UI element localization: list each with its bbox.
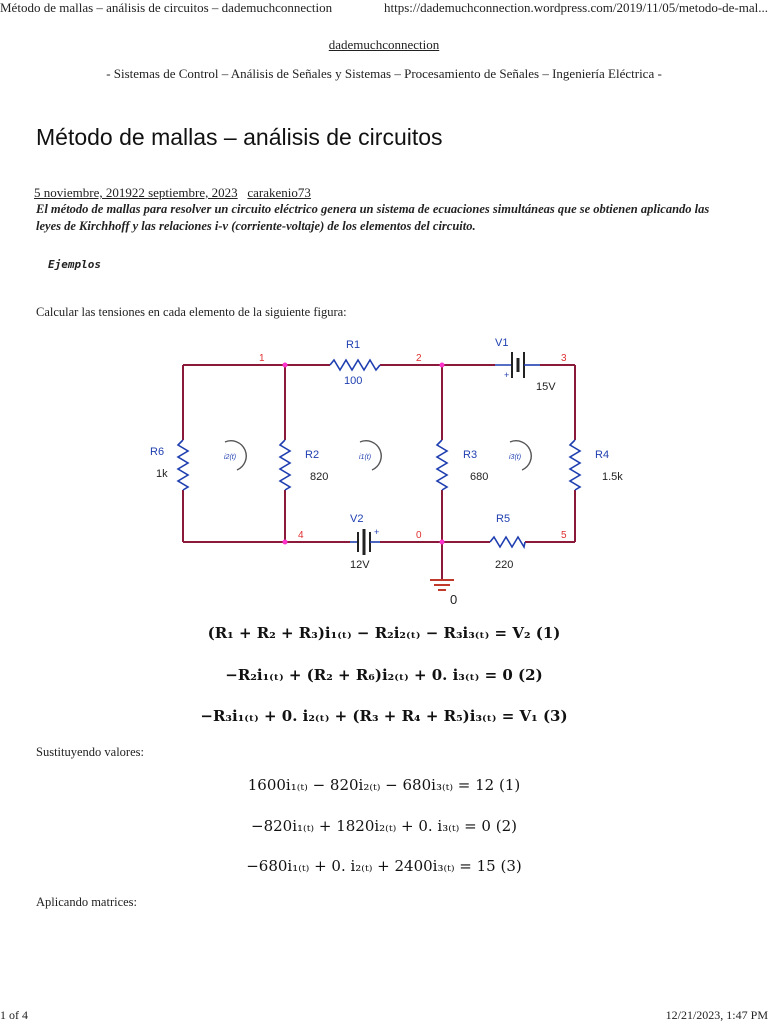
node-2-label: 2 xyxy=(416,353,422,364)
calc-paragraph: Calcular las tensiones en cada elemento de la siguiente figura: xyxy=(36,305,347,319)
v1-value: 15V xyxy=(536,381,556,393)
site-title-link[interactable]: dademuchconnection xyxy=(328,37,440,52)
v2-label: V2 xyxy=(350,513,364,525)
r6-symbol xyxy=(178,440,188,490)
r3-symbol xyxy=(437,440,447,490)
circuit-wires xyxy=(183,365,575,580)
r3-value: 680 xyxy=(470,471,489,483)
ground-icon xyxy=(430,580,454,590)
r1-symbol xyxy=(330,360,380,370)
post-meta xyxy=(34,185,311,201)
v2-battery-symbol xyxy=(350,527,380,555)
r1-value: 100 xyxy=(344,375,363,387)
r4-label: R4 xyxy=(595,449,610,461)
print-header-title: Método de mallas – análisis de circuitos – dademuchconnection xyxy=(0,0,333,15)
mesh-i1-label: i1(t) xyxy=(359,454,372,461)
print-footer-page: 1 of 4 xyxy=(0,1008,28,1022)
r4-symbol xyxy=(570,440,580,490)
r2-label: R2 xyxy=(305,449,320,461)
node-3-label: 3 xyxy=(561,353,567,364)
equation-3: −R₃i₁₍ₜ₎ + 0. i₂₍ₜ₎ + (R₃ + R₄ + R₅)i₃₍ₜ₎ = V₁ (3) xyxy=(200,707,568,725)
ground-label: 0 xyxy=(450,592,458,607)
circuit-diagram xyxy=(140,330,630,610)
aplicando-paragraph: Aplicando matrices: xyxy=(36,895,138,909)
mesh-i2-label: i2(t) xyxy=(224,454,237,461)
v1-battery-symbol xyxy=(495,352,540,380)
post-intro: El método de mallas para resolver un circuito eléctrico genera un sistema de ecuaciones simultáneas que se obtienen aplicando las leyes de Kirchhoff y las relaciones i-v (corriente-voltaje) de los elementos del circuito. xyxy=(36,202,710,233)
r5-label: R5 xyxy=(496,513,511,525)
post-title: Método de mallas – análisis de circuitos xyxy=(36,124,443,150)
substituted-equation-3: −680i₁₍ₜ₎ + 0. i₂₍ₜ₎ + 2400i₃₍ₜ₎ = 15 (3) xyxy=(246,857,522,875)
node-labels xyxy=(259,353,567,541)
equation-2: −R₂i₁₍ₜ₎ + (R₂ + R₆)i₂₍ₜ₎ + 0. i₃₍ₜ₎ = 0 (2) xyxy=(225,666,543,684)
sustituyendo-paragraph: Sustituyendo valores: xyxy=(36,745,144,759)
substituted-equation-2: −820i₁₍ₜ₎ + 1820i₂₍ₜ₎ + 0. i₃₍ₜ₎ = 0 (2) xyxy=(251,817,517,835)
post-date-link[interactable]: 5 noviembre, 201922 septiembre, 2023 xyxy=(34,185,238,200)
mesh-arrows xyxy=(225,441,531,470)
node-1-label: 1 xyxy=(259,353,265,364)
r6-value: 1k xyxy=(156,468,168,480)
mesh-i3-label: i3(t) xyxy=(509,454,522,461)
component-labels xyxy=(150,337,623,571)
r2-value: 820 xyxy=(310,471,329,483)
r3-label: R3 xyxy=(463,449,478,461)
v2-value: 12V xyxy=(350,559,370,571)
r6-label: R6 xyxy=(150,446,165,458)
node-0-label: 0 xyxy=(416,530,422,541)
r4-value: 1.5k xyxy=(602,471,623,483)
v1-label: V1 xyxy=(495,337,509,349)
node-4-label: 4 xyxy=(298,530,304,541)
post-author-link[interactable]: carakenio73 xyxy=(247,185,311,200)
svg-text:+: + xyxy=(374,527,380,537)
ejemplos-heading: Ejemplos xyxy=(48,258,101,271)
site-tagline: - Sistemas de Control – Análisis de Señales y Sistemas – Procesamiento de Señales – Ingeniería Eléctrica - xyxy=(106,66,662,81)
print-header-url: https://dademuchconnection.wordpress.com/2019/11/05/metodo-de-mal... xyxy=(383,0,768,15)
substituted-equation-1: 1600i₁₍ₜ₎ − 820i₂₍ₜ₎ − 680i₃₍ₜ₎ = 12 (1) xyxy=(247,776,521,794)
r5-symbol xyxy=(490,537,525,547)
r1-label: R1 xyxy=(346,339,361,351)
print-footer-datetime: 12/21/2023, 1:47 PM xyxy=(665,1008,768,1022)
r2-symbol xyxy=(280,440,290,490)
svg-text:+: + xyxy=(504,370,510,380)
equation-1: (R₁ + R₂ + R₃)i₁₍ₜ₎ − R₂i₂₍ₜ₎ − R₃i₃₍ₜ₎ = V₂ (1) xyxy=(207,624,561,642)
r5-value: 220 xyxy=(495,559,514,571)
node-5-label: 5 xyxy=(561,530,567,541)
